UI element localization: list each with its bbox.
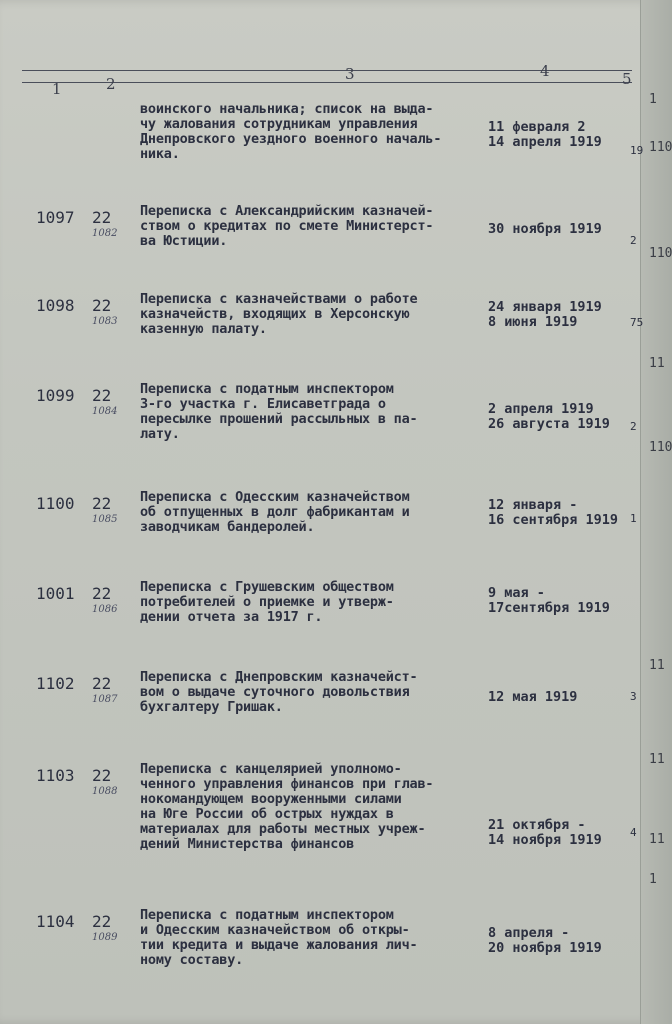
date-line: 14 апреля 1919 <box>488 134 602 150</box>
item-number: 1102 <box>36 674 75 693</box>
old-number-handwritten: 1083 <box>92 316 118 327</box>
sheet-count: 4 <box>630 826 637 839</box>
date-line: 24 января 1919 <box>488 299 602 315</box>
date-line: 12 января - <box>488 497 578 513</box>
volume-number: 22 <box>92 674 112 693</box>
item-description <box>140 670 485 715</box>
description-line: Переписка с казначействами о работе <box>140 291 418 307</box>
item-description <box>140 490 485 535</box>
item-number: 1001 <box>36 584 75 603</box>
column-header-3: 3 <box>345 65 355 83</box>
edge-number: 11 <box>649 832 665 847</box>
item-number: 1103 <box>36 766 75 785</box>
old-number-handwritten: 1086 <box>92 604 118 615</box>
column-header-1: 1 <box>52 80 62 98</box>
sheet-count: 75 <box>630 316 644 329</box>
date-line: 9 мая - <box>488 585 545 601</box>
description-line: нокомандующем вооруженными силами <box>140 791 402 807</box>
date-line: 12 мая 1919 <box>488 689 578 705</box>
description-line: Переписка с податным инспектором <box>140 381 394 397</box>
date-range <box>488 818 602 848</box>
date-range <box>488 498 618 528</box>
edge-number: 110 <box>649 140 672 155</box>
date-range <box>488 402 610 432</box>
sheet-count: 2 <box>630 234 637 247</box>
item-description <box>140 102 485 162</box>
edge-number: 11 <box>649 658 665 673</box>
sheet-count: 3 <box>630 690 637 703</box>
column-header-4: 4 <box>540 62 550 80</box>
date-line: 11 февраля 2 <box>488 119 586 135</box>
date-range <box>488 926 602 956</box>
description-line: чу жалования сотрудникам управления <box>140 116 418 132</box>
item-description <box>140 762 485 852</box>
description-line: Переписка с Днепровским казначейст- <box>140 669 418 685</box>
volume-number: 22 <box>92 912 112 931</box>
item-number: 1097 <box>36 208 75 227</box>
date-line: 30 ноября 1919 <box>488 221 602 237</box>
column-header-2: 2 <box>106 75 116 93</box>
date-range <box>488 120 602 150</box>
description-line: и Одесским казначейством об откры- <box>140 922 410 938</box>
description-line: ника. <box>140 146 180 162</box>
column-header-5: 5 <box>622 70 632 88</box>
date-line: 8 июня 1919 <box>488 314 578 330</box>
description-line: бухгалтеру Гришак. <box>140 699 283 715</box>
description-line: пересылке прошений рассыльных в па- <box>140 411 418 427</box>
description-line: казначейств, входящих в Херсонскую <box>140 306 410 322</box>
date-range <box>488 586 610 616</box>
description-line: дений Министерства финансов <box>140 836 355 852</box>
description-line: ченного управления финансов при глав- <box>140 776 434 792</box>
date-line: 16 сентября 1919 <box>488 512 619 528</box>
date-line: 26 августа 1919 <box>488 416 610 432</box>
sheet-count: 1 <box>630 512 637 525</box>
date-line: 21 октября - <box>488 817 586 833</box>
edge-number: 11 <box>649 752 665 767</box>
description-line: об отпущенных в долг фабрикантам и <box>140 504 410 520</box>
date-line: 14 ноября 1919 <box>488 832 602 848</box>
description-line: на Юге России об острых нуждах в <box>140 806 394 822</box>
item-number: 1099 <box>36 386 75 405</box>
description-line: 3-го участка г. Елисаветграда о <box>140 396 386 412</box>
sheet-count: 19 <box>630 144 644 157</box>
description-line: материалах для работы местных учреж- <box>140 821 426 837</box>
description-line: казенную палату. <box>140 321 267 337</box>
item-number: 1098 <box>36 296 75 315</box>
description-line: Переписка с Одесским казначейством <box>140 489 410 505</box>
edge-number: 1 <box>649 92 657 107</box>
item-number: 1104 <box>36 912 75 931</box>
old-number-handwritten: 1088 <box>92 786 118 797</box>
date-range <box>488 222 602 237</box>
old-number-handwritten: 1084 <box>92 406 118 417</box>
old-number-handwritten: 1089 <box>92 932 118 943</box>
item-description <box>140 382 485 442</box>
date-line: 8 апреля - <box>488 925 570 941</box>
description-line: ва Юстиции. <box>140 233 228 249</box>
volume-number: 22 <box>92 766 112 785</box>
description-line: потребителей о приемке и утверж- <box>140 594 394 610</box>
volume-number: 22 <box>92 208 112 227</box>
item-description <box>140 908 485 968</box>
old-number-handwritten: 1082 <box>92 228 118 239</box>
description-line: Переписка с Александрийским казначей- <box>140 203 434 219</box>
item-description <box>140 580 485 625</box>
item-description <box>140 204 485 249</box>
date-range <box>488 300 602 330</box>
date-range <box>488 690 577 705</box>
sheet-count: 2 <box>630 420 637 433</box>
volume-number: 22 <box>92 494 112 513</box>
volume-number: 22 <box>92 584 112 603</box>
edge-number: 110 <box>649 246 672 261</box>
description-line: Переписка с канцелярией уполномо- <box>140 761 402 777</box>
edge-number: 1 <box>649 872 657 887</box>
description-line: заводчикам бандеролей. <box>140 519 315 535</box>
item-number: 1100 <box>36 494 75 513</box>
date-line: 20 ноября 1919 <box>488 940 602 956</box>
description-line: Переписка с податным инспектором <box>140 907 394 923</box>
item-description <box>140 292 485 337</box>
edge-number: 11 <box>649 356 665 371</box>
date-line: 2 апреля 1919 <box>488 401 594 417</box>
description-line: лату. <box>140 426 180 442</box>
description-line: вом о выдаче суточного довольствия <box>140 684 410 700</box>
volume-number: 22 <box>92 386 112 405</box>
description-line: дении отчета за 1917 г. <box>140 609 323 625</box>
description-line: ному составу. <box>140 952 244 968</box>
old-number-handwritten: 1087 <box>92 694 118 705</box>
edge-number: 110 <box>649 440 672 455</box>
description-line: воинского начальника; список на выда- <box>140 101 434 117</box>
description-line: Переписка с Грушевским обществом <box>140 579 394 595</box>
volume-number: 22 <box>92 296 112 315</box>
next-page-edge <box>640 0 672 1024</box>
old-number-handwritten: 1085 <box>92 514 118 525</box>
description-line: ством о кредитах по смете Министерст- <box>140 218 434 234</box>
description-line: тии кредита и выдаче жалования лич- <box>140 937 418 953</box>
date-line: 17сентября 1919 <box>488 600 610 616</box>
description-line: Днепровского уездного военного началь- <box>140 131 442 147</box>
